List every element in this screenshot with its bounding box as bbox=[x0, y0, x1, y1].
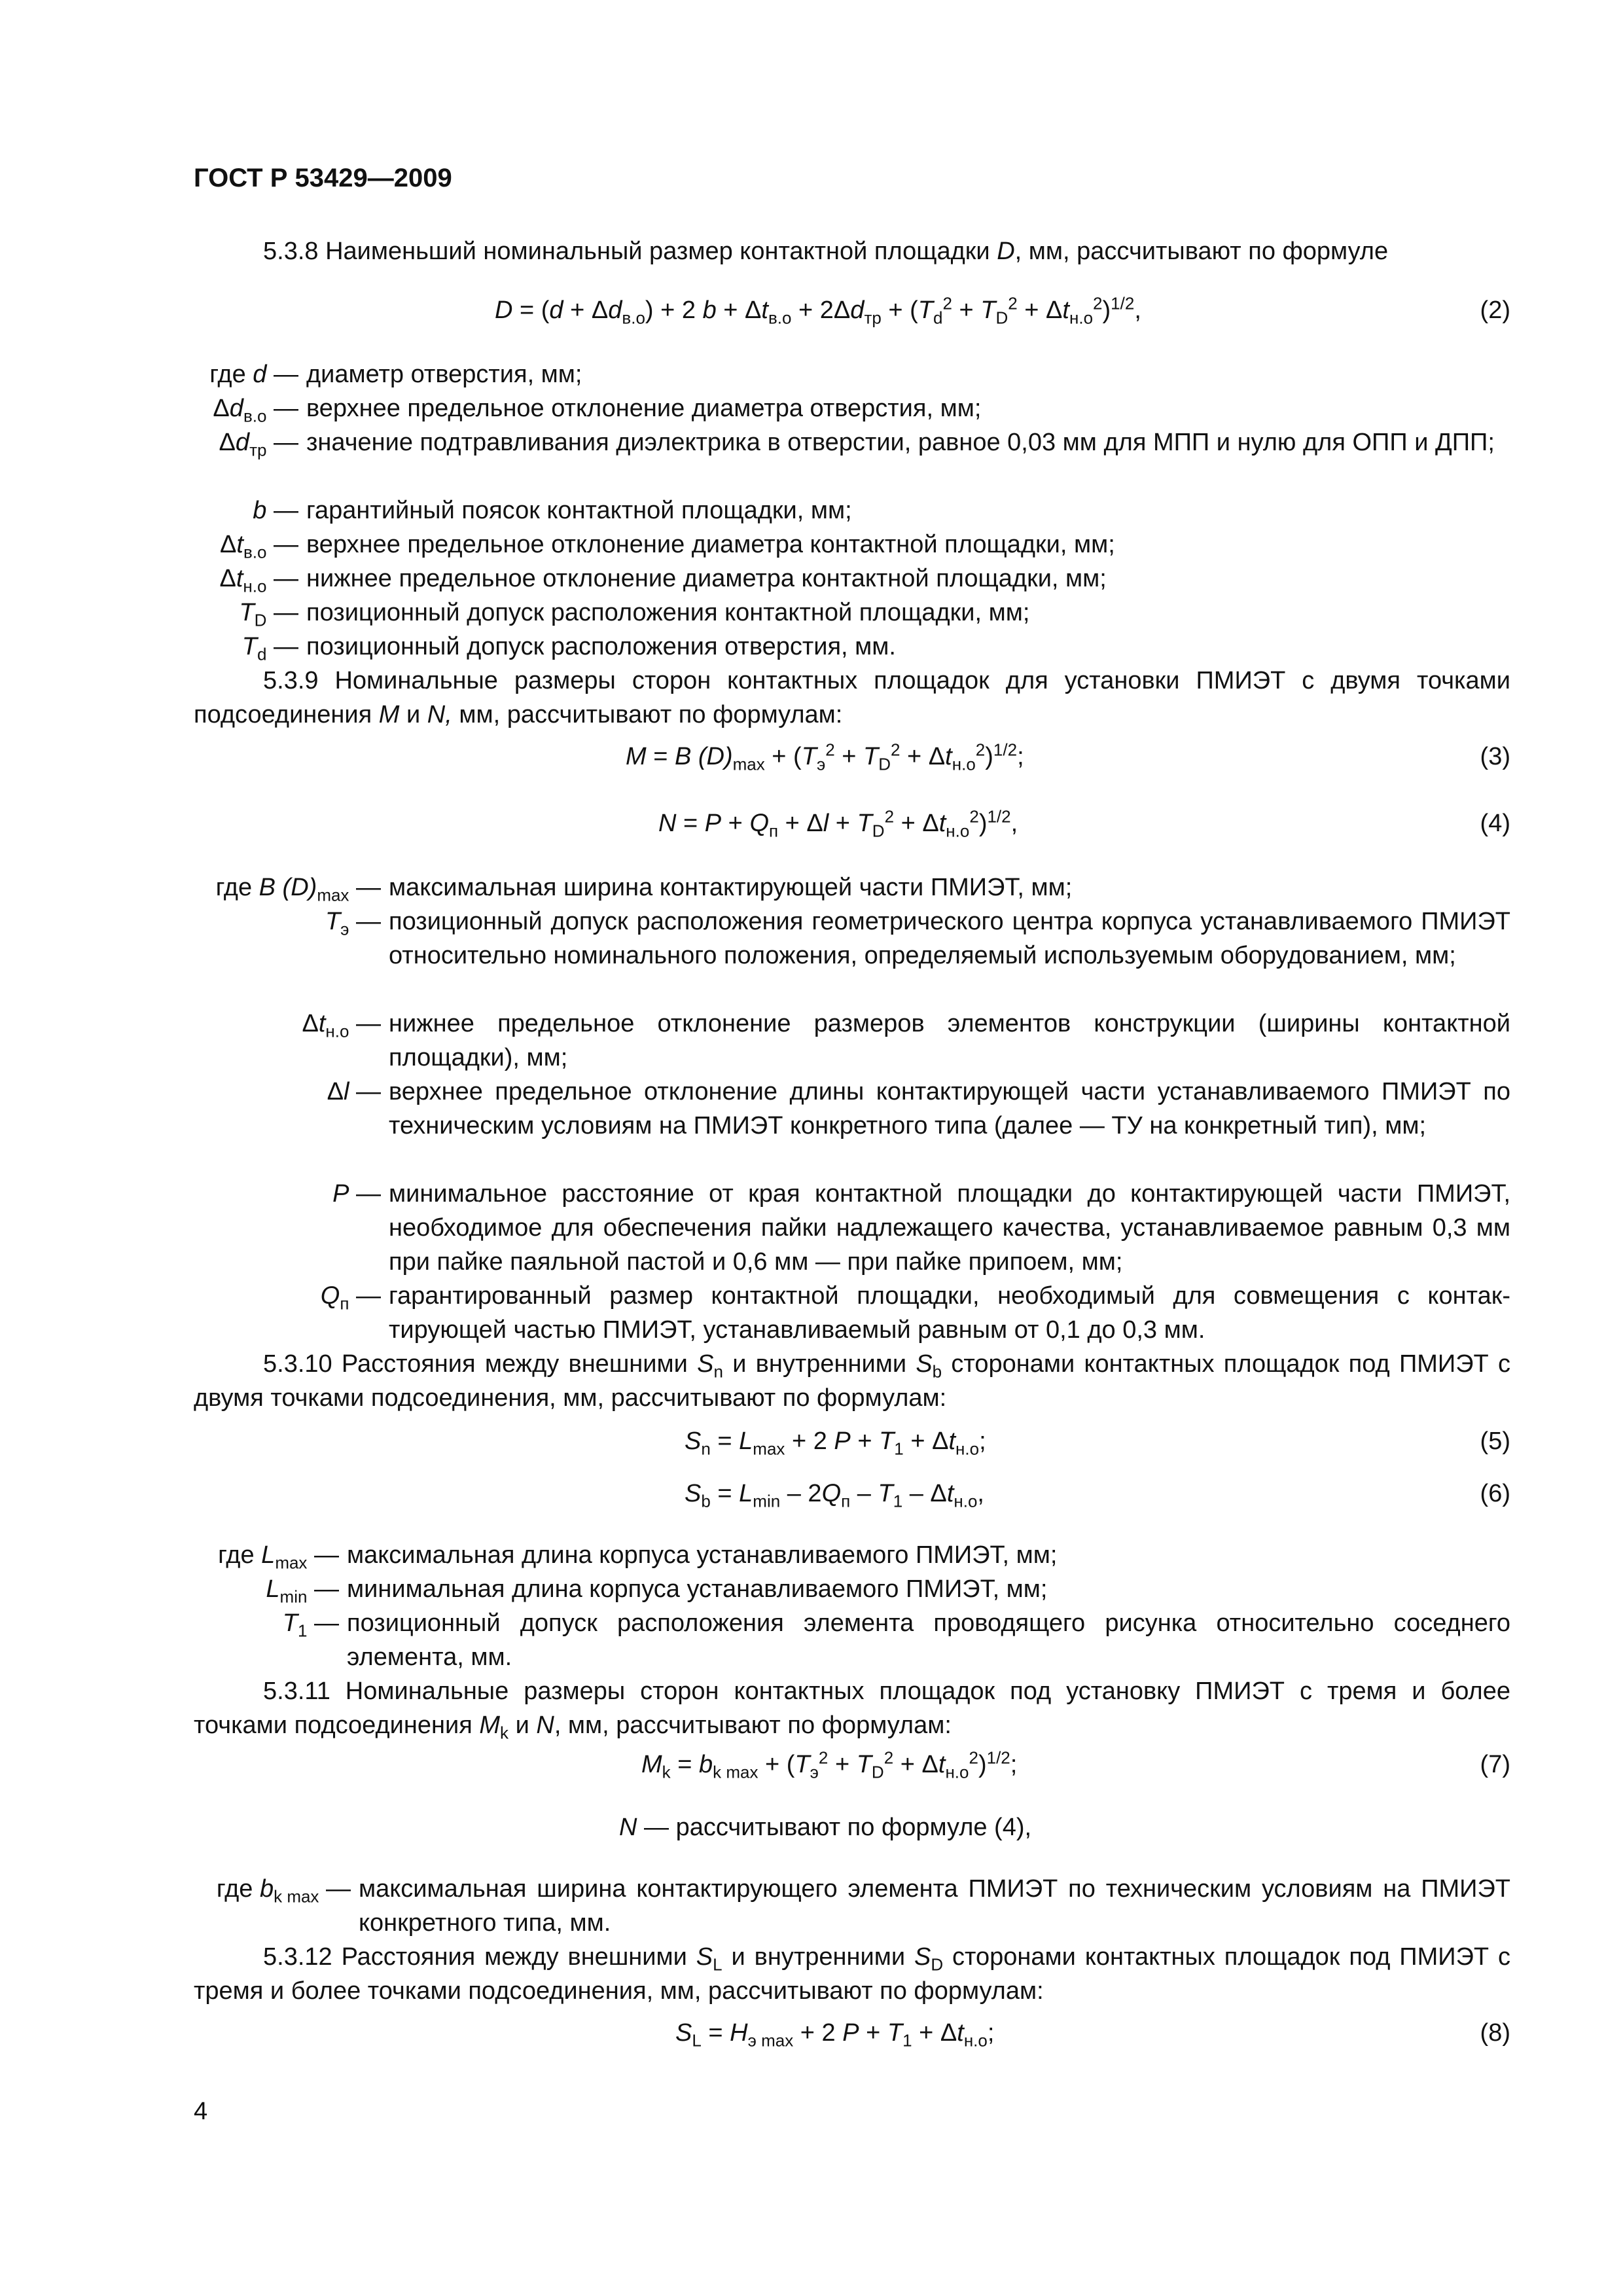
where-symbol: $\Delta t_{н.о}$ — bbox=[219, 565, 298, 596]
where-symbol: $T_1$ — bbox=[282, 1609, 339, 1641]
formula-n-line bbox=[194, 1810, 1510, 1850]
where-text: верхнее предельное отклонение диаметра контактной площадки, мм; bbox=[306, 531, 1115, 558]
formula-3-number: (3) bbox=[1480, 743, 1510, 770]
where-row bbox=[194, 1177, 1510, 1279]
where-row bbox=[194, 425, 1510, 459]
where-row bbox=[194, 1538, 1510, 1572]
where-symbol: $\Delta t_{в.о}$ — bbox=[219, 531, 298, 562]
where-row bbox=[194, 1075, 1510, 1143]
formula-4-expression: $N = P + Q_п + \Delta l + T_D^2 + \Delta t_{н.о}^2)^{1/2}$, bbox=[658, 806, 1018, 841]
where-text: позиционный допуск расположения отверстия, мм. bbox=[306, 633, 896, 660]
where-text: диаметр отверстия, мм; bbox=[306, 361, 582, 388]
where-text: максимальная ширина контактирующей части ПМИЭТ, мм; bbox=[389, 874, 1073, 901]
formula-6-number: (6) bbox=[1480, 1480, 1510, 1507]
where-symbol: $T_D$ — bbox=[239, 599, 298, 630]
where-symbol: $\Delta d_{в.о}$ — bbox=[213, 395, 298, 426]
formula-3 bbox=[194, 740, 1510, 779]
formula-8 bbox=[194, 2016, 1510, 2055]
where-symbol: Δl — bbox=[327, 1078, 381, 1105]
where-text: нижнее предельное отклонение диаметра контактной площадки, мм; bbox=[306, 565, 1107, 592]
where-text: значение подтравливания диэлектрика в отверстии, равное 0,03 мм для МПП и нулю для ОПП и ДПП; bbox=[306, 429, 1495, 456]
formula-5-expression: $S_n = L_{max} + 2$ $P + T_1 + \Delta t_{н.о}$; bbox=[685, 1427, 986, 1459]
formula-7-expression: $M_k = b_{k max} + (T_э^2 + T_D^2 + \Delta t_{н.о}^2)^{1/2}$; bbox=[641, 1748, 1018, 1782]
where-row bbox=[194, 870, 1510, 905]
where-row bbox=[194, 905, 1510, 973]
where-symbol: P — bbox=[332, 1180, 381, 1208]
formula-2-number: (2) bbox=[1480, 296, 1510, 324]
where-symbol: $L_{min}$ — bbox=[266, 1575, 339, 1607]
paragraph-5-3-11: 5.3.11 Номинальные размеры сторон контактных площадок под установку ПМИЭТ с тремя и более точками подсоединения $M_k$ и N, мм, рассчитывают по формулам: bbox=[194, 1677, 1510, 1743]
formula-2 bbox=[194, 293, 1510, 332]
where-text: позиционный допуск расположения элемента проводящего рисунка относительно соседнего элемента, мм. bbox=[347, 1609, 1510, 1671]
where-symbol: $T_э$ — bbox=[325, 908, 381, 939]
formula-2-expression: $D = (d + \Delta d_{в.о}) + 2$ $b + \Delta t_{в.о} + 2\Delta d_{тр} + (T_d^2 + T_D^2 + \Delta t_{н.о}^2)^{1/2}$, bbox=[495, 293, 1141, 328]
where-text: гарантированный размер контактной площадки, необходимый для совмещения с контактирующей частью ПМИЭТ, устанавливаемый равным от 0,1 до 0,3 мм. bbox=[389, 1282, 1510, 1344]
formula-5 bbox=[194, 1424, 1510, 1463]
where-row bbox=[194, 493, 1510, 528]
where-row bbox=[194, 528, 1510, 562]
where-row bbox=[194, 596, 1510, 630]
where-row bbox=[194, 1007, 1510, 1075]
where-row bbox=[194, 357, 1510, 391]
paragraph-5-3-9: 5.3.9 Номинальные размеры сторон контактных площадок для установки ПМИЭТ с двумя точками подсоединения M и N, мм, рассчитывают по формулам: bbox=[194, 667, 1510, 728]
where-symbol: где $L_{max}$ — bbox=[218, 1541, 339, 1573]
where-symbol: $Q_п$ — bbox=[320, 1282, 381, 1314]
where-symbol: $\Delta t_{н.о}$ — bbox=[302, 1010, 381, 1041]
where-row bbox=[194, 391, 1510, 425]
formula-6 bbox=[194, 1477, 1510, 1516]
document-header: ГОСТ Р 53429—2009 bbox=[194, 164, 452, 192]
page-number: 4 bbox=[194, 2098, 208, 2125]
where-symbol: где $b_{k max}$ — bbox=[216, 1875, 351, 1907]
where-text: максимальная ширина контактирующего элемента ПМИЭТ по техническим условиям на ПМИЭТ конкретного типа, мм. bbox=[359, 1875, 1510, 1937]
where-symbol: где d — bbox=[209, 361, 298, 388]
where-text: нижнее предельное отклонение размеров элементов конструкции (ширины контактной площадки), мм; bbox=[389, 1010, 1510, 1071]
formula-7 bbox=[194, 1748, 1510, 1787]
where-symbol: где B $(D)_{max}$ — bbox=[215, 874, 381, 905]
formula-4-number: (4) bbox=[1480, 810, 1510, 837]
where-row bbox=[194, 1572, 1510, 1606]
paragraph-5-3-10: 5.3.10 Расстояния между внешними $S_n$ и внутренними $S_b$ сторонами контактных площадок под ПМИЭТ с двумя точками подсоединения, мм, рассчитывают по формулам: bbox=[194, 1350, 1510, 1412]
where-text: позиционный допуск расположения геометрического центра корпуса устанавливаемого ПМИЭТ относительно номинального положения, определяемый используемым оборудованием, мм; bbox=[389, 908, 1510, 969]
where-symbol: b — bbox=[253, 497, 298, 524]
where-text: верхнее предельное отклонение диаметра отверстия, мм; bbox=[306, 395, 982, 422]
where-text: верхнее предельное отклонение длины контактирующей части устанавливаемого ПМИЭТ по техническим условиям на ПМИЭТ конкретного типа (далее — ТУ на конкретный тип), мм; bbox=[389, 1078, 1510, 1139]
formula-8-expression: $S_L = H_{э max} + 2$ $P + T_1 + \Delta t_{н.о}$; bbox=[675, 2019, 995, 2051]
formula-8-number: (8) bbox=[1480, 2019, 1510, 2047]
where-text: минимальная длина корпуса устанавливаемого ПМИЭТ, мм; bbox=[347, 1575, 1048, 1603]
where-symbol: $T_d$ — bbox=[241, 633, 298, 664]
where-row bbox=[194, 1606, 1510, 1674]
formula-n-text: N — рассчитывают по формуле (4), bbox=[619, 1814, 1032, 1841]
formula-4 bbox=[194, 806, 1510, 846]
formula-5-number: (5) bbox=[1480, 1427, 1510, 1455]
where-symbol: $\Delta d_{тр}$ — bbox=[219, 429, 298, 460]
where-text: позиционный допуск расположения контактной площадки, мм; bbox=[306, 599, 1030, 626]
where-text: минимальное расстояние от края контактной площадки до контактирующей части ПМИЭТ, необходимое для обеспечения пайки надлежащего качества, устанавливаемое равным 0,3 мм при пайке паяльной пастой и 0,6 мм — при пайке припоем, мм; bbox=[389, 1180, 1510, 1276]
where-row bbox=[194, 1872, 1510, 1940]
where-text: гарантийный поясок контактной площадки, мм; bbox=[306, 497, 852, 524]
paragraph-5-3-12: 5.3.12 Расстояния между внешними $S_L$ и внутренними $S_D$ сторонами контактных площадок под ПМИЭТ с тремя и более точками подсоединения, мм, рассчитывают по формулам: bbox=[194, 1943, 1511, 2005]
where-row bbox=[194, 630, 1510, 664]
formula-6-expression: $S_b = L_{min} - 2Q_п - T_1 - \Delta t_{н.о}$, bbox=[685, 1480, 984, 1511]
formula-3-expression: M = B $(D)_{max} + (T_э^2 + T_D^2 + \Delta t_{н.о}^2)^{1/2}$; bbox=[626, 740, 1024, 774]
where-text: максимальная длина корпуса устанавливаемого ПМИЭТ, мм; bbox=[347, 1541, 1058, 1569]
formula-7-number: (7) bbox=[1480, 1751, 1510, 1778]
paragraph-5-3-8: 5.3.8 Наименьший номинальный размер контактной площадки D, мм, рассчитывают по формуле bbox=[263, 238, 1389, 265]
where-row bbox=[194, 562, 1510, 596]
where-row bbox=[194, 1279, 1510, 1347]
